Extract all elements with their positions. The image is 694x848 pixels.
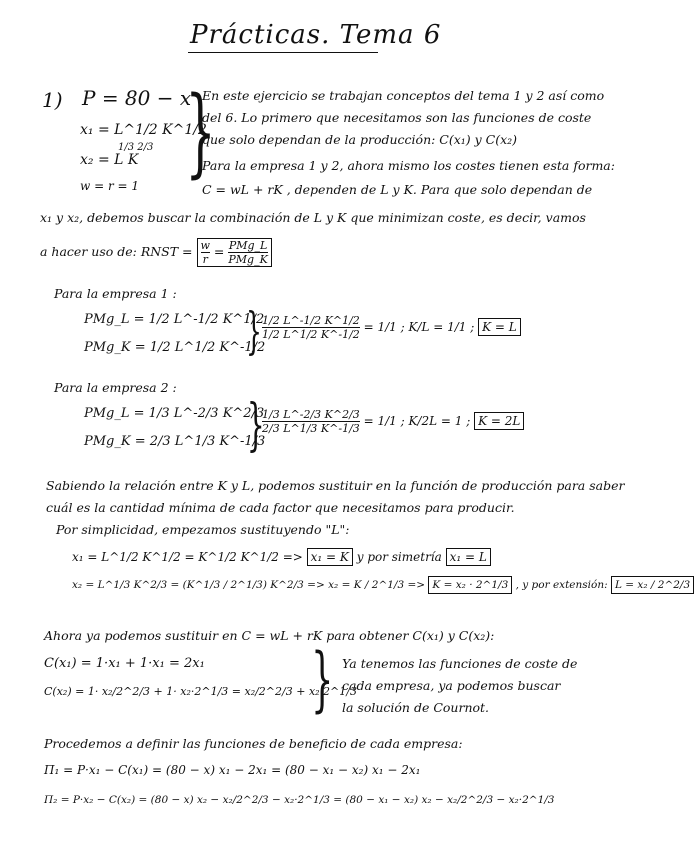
firm1-ratio-num: 1/2 L^-1/2 K^1/2 bbox=[262, 314, 360, 327]
rnst-r: r bbox=[202, 253, 208, 266]
firm2-heading: Para la empresa 2 : bbox=[54, 380, 177, 395]
firm2-ratio bbox=[262, 408, 524, 435]
intro-line-1: En este ejercicio se trabajan conceptos del tema 1 y 2 así como bbox=[202, 88, 605, 103]
costs-note-1: Ya tenemos las funciones de coste de bbox=[342, 656, 578, 671]
intro-line-5: C = wL + rK , dependen de L y K. Para que solo dependan de bbox=[202, 182, 593, 197]
firm1-pmgk: PMg_K = 1/2 L^1/2 K^-1/2 bbox=[84, 340, 266, 355]
firm2-brace: } bbox=[246, 393, 265, 458]
rnst-pmgk: PMg_K bbox=[228, 253, 268, 266]
profits-heading: Procedemos a definir las funciones de beneficio de cada empresa: bbox=[44, 736, 463, 751]
firm1-ratio-rhs: = 1/1 ; K/L = 1/1 ; bbox=[363, 320, 475, 334]
subst-line-1: Sabiendo la relación entre K y L, podemos sustituir en la función de producción para saber bbox=[46, 478, 625, 493]
firm1-ratio-frac bbox=[262, 314, 360, 341]
rnst-line bbox=[40, 238, 272, 267]
cost-firm1: C(x₁) = 1·x₁ + 1·x₁ = 2x₁ bbox=[44, 656, 205, 671]
profit-firm1: Π₁ = P·x₁ − C(x₁) = (80 − x) x₁ − 2x₁ = (80 − x₁ − x₂) x₁ − 2x₁ bbox=[44, 763, 421, 777]
costs-note-3: la solución de Cournot. bbox=[342, 700, 490, 715]
firm1-brace: } bbox=[245, 302, 262, 360]
page-title: Prácticas. Tema 6 bbox=[190, 20, 442, 50]
firm1-result: K = L bbox=[478, 318, 521, 336]
costs-note-2: cada empresa, ya podemos buscar bbox=[342, 678, 561, 693]
subst-eq-2 bbox=[72, 576, 694, 594]
firm2-ratio-rhs: = 1/1 ; K/2L = 1 ; bbox=[363, 414, 471, 428]
firm2-pmgk: PMg_K = 2/3 L^1/3 K^-1/3 bbox=[84, 434, 266, 449]
subst-eq-1-box: x₁ = K bbox=[307, 548, 353, 566]
rnst-w: w bbox=[200, 239, 210, 252]
subst-line-2: cuál es la cantidad mínima de cada factor que necesitamos para producir. bbox=[46, 500, 515, 515]
intro-line-6: x₁ y x₂, debemos buscar la combinación de L y K que minimizan coste, es decir, vamos bbox=[40, 210, 586, 225]
firm2-ratio-num: 1/3 L^-2/3 K^2/3 bbox=[262, 408, 360, 421]
production-x1: x₁ = L^1/2 K^1/2 bbox=[80, 122, 207, 138]
title-underline bbox=[188, 52, 378, 53]
rnst-frac-pmg bbox=[228, 239, 267, 266]
firm2-result: K = 2L bbox=[474, 412, 524, 430]
costs-intro: Ahora ya podemos sustituir en C = wL + rK para obtener C(x₁) y C(x₂): bbox=[44, 628, 495, 643]
costs-brace: } bbox=[311, 638, 334, 720]
givens-brace: } bbox=[185, 76, 216, 188]
exercise-number: 1) bbox=[42, 88, 63, 112]
cost-firm2: C(x₂) = 1· x₂/2^2/3 + 1· x₂·2^1/3 = x₂/2^2/3 + x₂ 2^1/3 bbox=[44, 685, 357, 698]
subst-eq-2-lhs: x₂ = L^1/3 K^2/3 = (K^1/3 / 2^1/3) K^2/3 => x₂ = K / 2^1/3 => bbox=[72, 579, 429, 591]
intro-line-2: del 6. Lo primero que necesitamos son las funciones de coste bbox=[202, 110, 592, 125]
subst-eq-2-box2: L = x₂ / 2^2/3 bbox=[611, 576, 694, 594]
intro-line-3: que solo dependan de la producción: C(x₁) y C(x₂) bbox=[202, 132, 518, 147]
subst-eq-1 bbox=[72, 548, 491, 566]
subst-eq-1-sym: y por simetría bbox=[356, 550, 446, 564]
subst-eq-1-box2: x₁ = L bbox=[446, 548, 491, 566]
rnst-equals: = bbox=[213, 244, 225, 259]
rnst-label: a hacer uso de: RNST = bbox=[40, 244, 197, 259]
subst-eq-2-ext: , y por extensión: bbox=[515, 579, 611, 591]
profit-firm2: Π₂ = P·x₂ − C(x₂) = (80 − x) x₂ − x₂/2^2/3 − x₂·2^1/3 = (80 − x₁ − x₂) x₂ − x₂/2^2/3 − x₂·2^1/3 bbox=[44, 794, 555, 806]
rnst-pmgl: PMg_L bbox=[228, 239, 268, 252]
demand-function: P = 80 − x bbox=[82, 86, 192, 110]
subst-eq-1-lhs: x₁ = L^1/2 K^1/2 = K^1/2 K^1/2 => bbox=[72, 550, 307, 564]
firm1-heading: Para la empresa 1 : bbox=[54, 286, 177, 301]
firm2-ratio-den: 2/3 L^1/3 K^-1/3 bbox=[262, 422, 360, 435]
subst-line-3: Por simplicidad, empezamos sustituyendo "L": bbox=[56, 522, 350, 537]
production-x2-exponents: 1/3 2/3 bbox=[118, 142, 154, 153]
factor-prices: w = r = 1 bbox=[80, 179, 140, 193]
rnst-box bbox=[197, 238, 272, 267]
intro-line-4: Para la empresa 1 y 2, ahora mismo los costes tienen esta forma: bbox=[202, 158, 615, 173]
production-x2: x₂ = L K bbox=[80, 152, 139, 168]
subst-eq-2-box: K = x₂ · 2^1/3 bbox=[428, 576, 512, 594]
firm1-ratio bbox=[262, 314, 521, 341]
firm1-ratio-den: 1/2 L^1/2 K^-1/2 bbox=[262, 328, 360, 341]
firm2-ratio-frac bbox=[262, 408, 360, 435]
firm2-pmgl: PMg_L = 1/3 L^-2/3 K^2/3 bbox=[84, 406, 265, 421]
firm1-pmgl: PMg_L = 1/2 L^-1/2 K^1/2 bbox=[84, 312, 265, 327]
rnst-frac-prices bbox=[201, 239, 210, 266]
